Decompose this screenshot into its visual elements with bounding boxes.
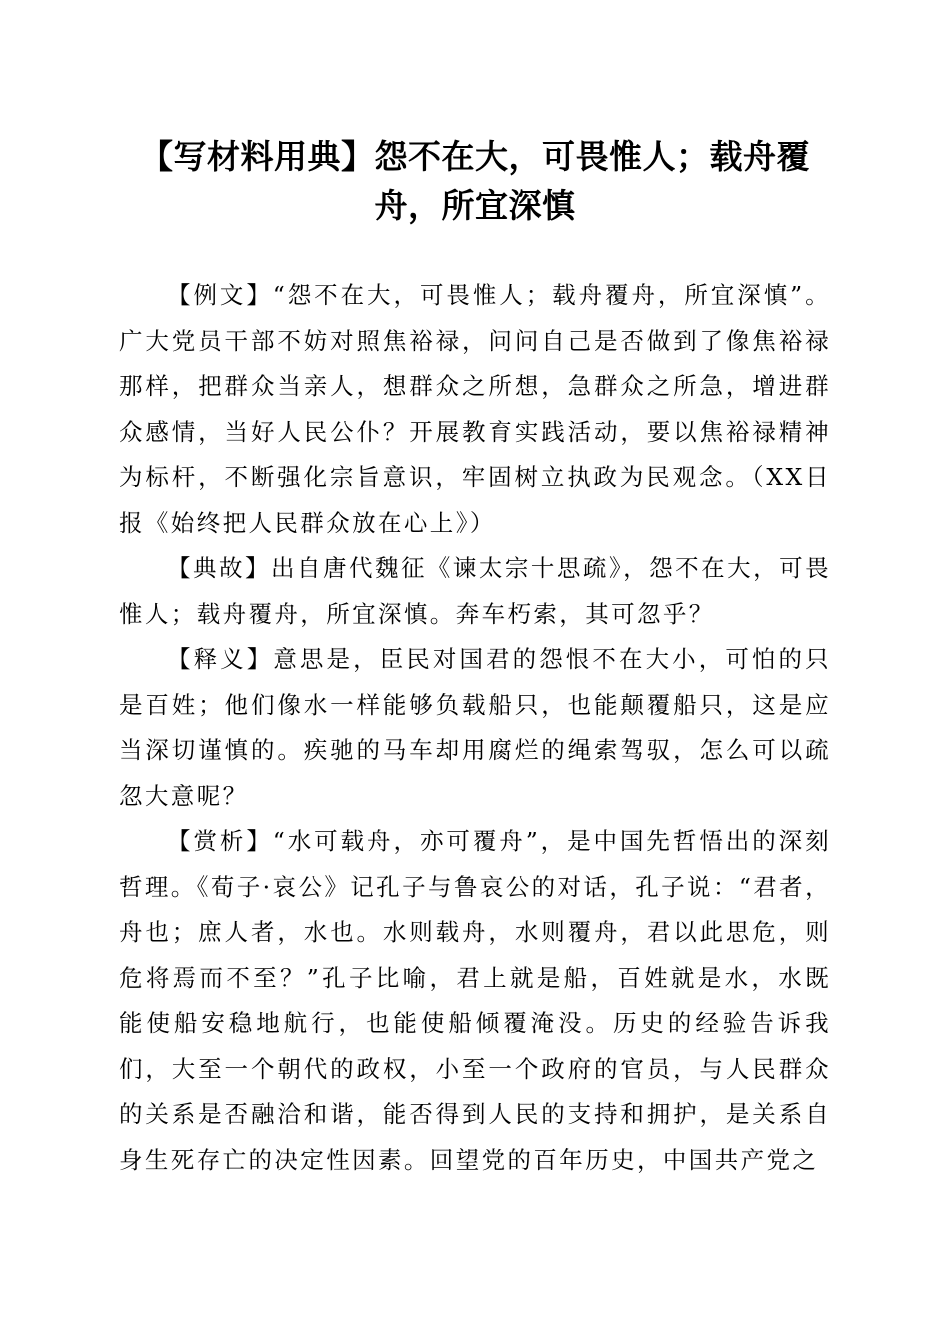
- paragraph-appreciation: 【赏析】“水可载舟，亦可覆舟”，是中国先哲悟出的深刻哲理。《荀子·哀公》记孔子与鲁哀公的对话，孔子说：“君者，舟也；庶人者，水也。水则载舟，水则覆舟，君以此思危，则危将焉而不至？”孔子比喻，君上就是船，百姓就是水，水既能使船安稳地航行，也能使船倾覆淹没。历史的经验告诉我们，大至一个朝代的政权，小至一个政府的官员，与人民群众的关系是否融洽和谐，能否得到人民的支持和拥护，是关系自身生死存亡的决定性因素。回望党的百年历史，中国共产党之: [119, 827, 831, 1174]
- paragraph-example: 【例文】“怨不在大，可畏惟人；载舟覆舟，所宜深慎”。广大党员干部不妨对照焦裕禄，问问自己是否做到了像焦裕禄那样，把群众当亲人，想群众之所想，急群众之所急，增进群众感情，当好人民公仆？开展教育实践活动，要以焦裕禄精神为标杆，不断强化宗旨意识，牢固树立执政为民观念。（XX日报《始终把人民群众放在心上》）: [119, 281, 831, 537]
- paragraph-allusion: 【典故】出自唐代魏征《谏太宗十思疏》，怨不在大，可畏惟人；载舟覆舟，所宜深慎。奔车朽索，其可忽乎？: [119, 554, 831, 628]
- document-title: 【写材料用典】怨不在大，可畏惟人；载舟覆舟，所宜深慎: [140, 137, 810, 225]
- paragraph-meaning: 【释义】意思是，臣民对国君的怨恨不在大小，可怕的只是百姓；他们像水一样能够负载船只，也能颠覆船只，这是应当深切谨慎的。疾驰的马车却用腐烂的绳索驾驭，怎么可以疏忽大意呢？: [119, 645, 831, 810]
- document-body: [119, 273, 831, 1183]
